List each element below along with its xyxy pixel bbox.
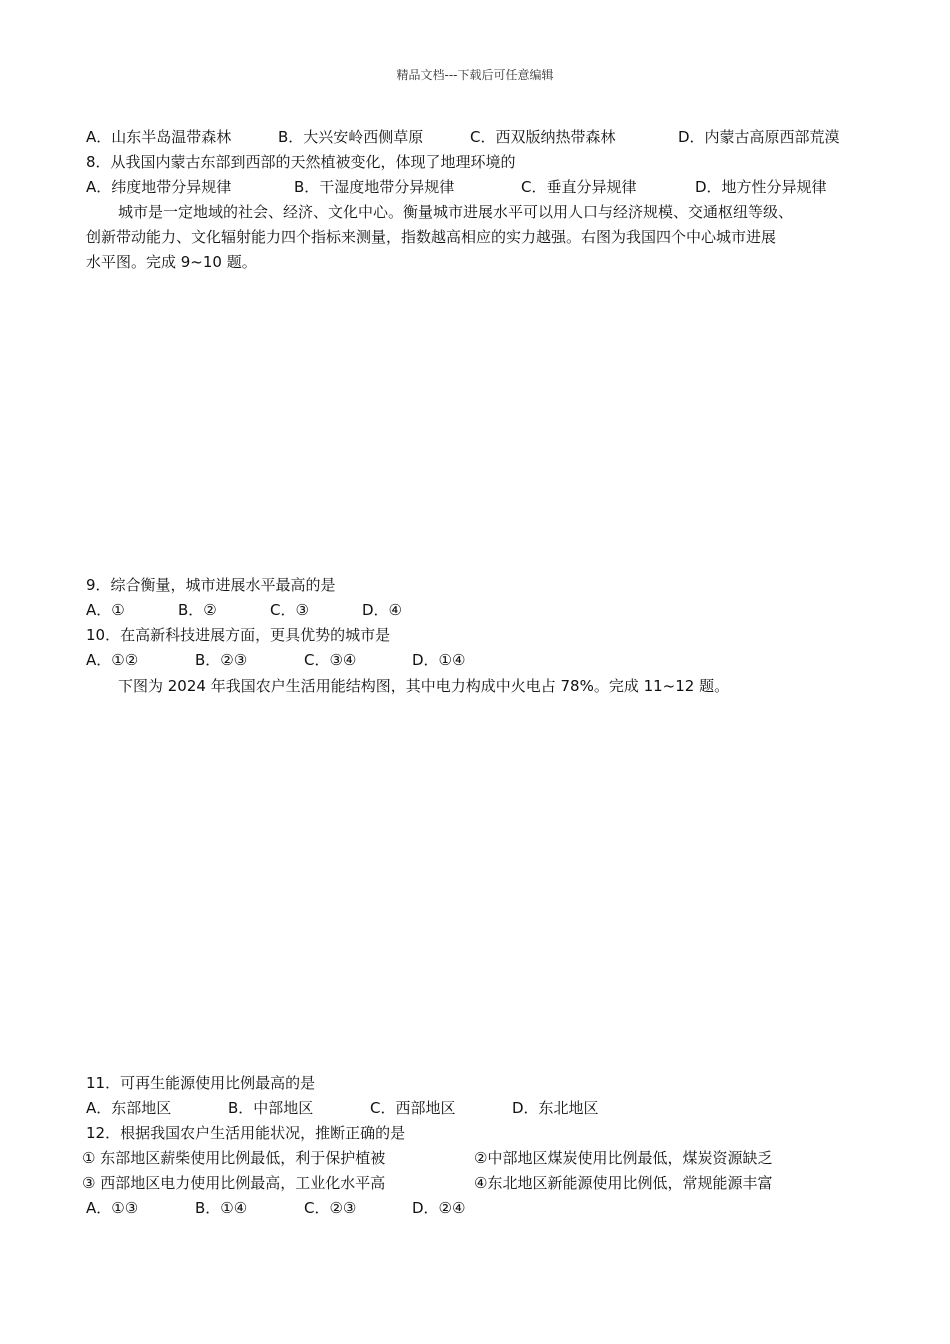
q8-option-c: C．垂直分异规律 — [521, 178, 637, 196]
q8-stem: 8．从我国内蒙古东部到西部的天然植被变化，体现了地理环境的 — [86, 153, 516, 171]
q12-stem: 12．根据我国农户生活用能状况，推断正确的是 — [86, 1124, 406, 1142]
q8-option-b: B．干湿度地带分异规律 — [294, 178, 455, 196]
q12-option-a: A．①③ — [86, 1199, 139, 1217]
q11-option-a: A．东部地区 — [86, 1099, 172, 1117]
q11-option-d: D．东北地区 — [512, 1099, 599, 1117]
q10-stem: 10．在高新科技进展方面，更具优势的城市是 — [86, 626, 391, 644]
q11-option-b: B．中部地区 — [228, 1099, 314, 1117]
q12-option-d: D．②④ — [412, 1199, 466, 1217]
q12-statement-4: ④东北地区新能源使用比例低，常规能源丰富 — [474, 1174, 773, 1192]
q12-statement-1: ① 东部地区薪柴使用比例最低，利于保护植被 — [82, 1149, 386, 1167]
q10-option-a: A．①② — [86, 651, 139, 669]
passage1-line-1: 城市是一定地域的社会、经济、文化中心。衡量城市进展水平可以用人口与经济规模、交通枢纽等级、 — [118, 203, 794, 221]
page-header: 精品文档---下载后可任意编辑 — [396, 68, 554, 82]
energy-structure-figure-area — [86, 705, 866, 1065]
q7-option-b: B．大兴安岭西侧草原 — [278, 128, 424, 146]
q12-statement-2: ②中部地区煤炭使用比例最低，煤炭资源缺乏 — [474, 1149, 773, 1167]
q11-stem: 11．可再生能源使用比例最高的是 — [86, 1074, 316, 1092]
q10-option-c: C．③④ — [304, 651, 357, 669]
q11-option-c: C．西部地区 — [370, 1099, 456, 1117]
q12-option-c: C．②③ — [304, 1199, 357, 1217]
q9-stem: 9．综合衡量，城市进展水平最高的是 — [86, 576, 336, 594]
passage2: 下图为 2024 年我国农户生活用能结构图，其中电力构成中火电占 78%。完成 11~12 题。 — [118, 677, 730, 695]
q8-option-a: A．纬度地带分异规律 — [86, 178, 232, 196]
q9-option-b: B．② — [178, 601, 217, 619]
q9-option-a: A．① — [86, 601, 125, 619]
q10-option-b: B．②③ — [195, 651, 248, 669]
q7-option-c: C．西双版纳热带森林 — [470, 128, 616, 146]
q7-option-a: A．山东半岛温带森林 — [86, 128, 232, 146]
passage1-line-2: 创新带动能力、文化辐射能力四个指标来测量，指数越高相应的实力越强。右图为我国四个中心城市进展 — [86, 228, 777, 246]
q7-option-d: D．内蒙古高原西部荒漠 — [678, 128, 840, 146]
q9-option-c: C．③ — [270, 601, 309, 619]
q12-statement-3: ③ 西部地区电力使用比例最高，工业化水平高 — [82, 1174, 386, 1192]
city-development-figure-area — [86, 280, 866, 570]
q12-option-b: B．①④ — [195, 1199, 248, 1217]
passage1-line-3: 水平图。完成 9~10 题。 — [86, 253, 257, 271]
q8-option-d: D．地方性分异规律 — [695, 178, 827, 196]
q10-option-d: D．①④ — [412, 651, 466, 669]
q9-option-d: D．④ — [362, 601, 402, 619]
